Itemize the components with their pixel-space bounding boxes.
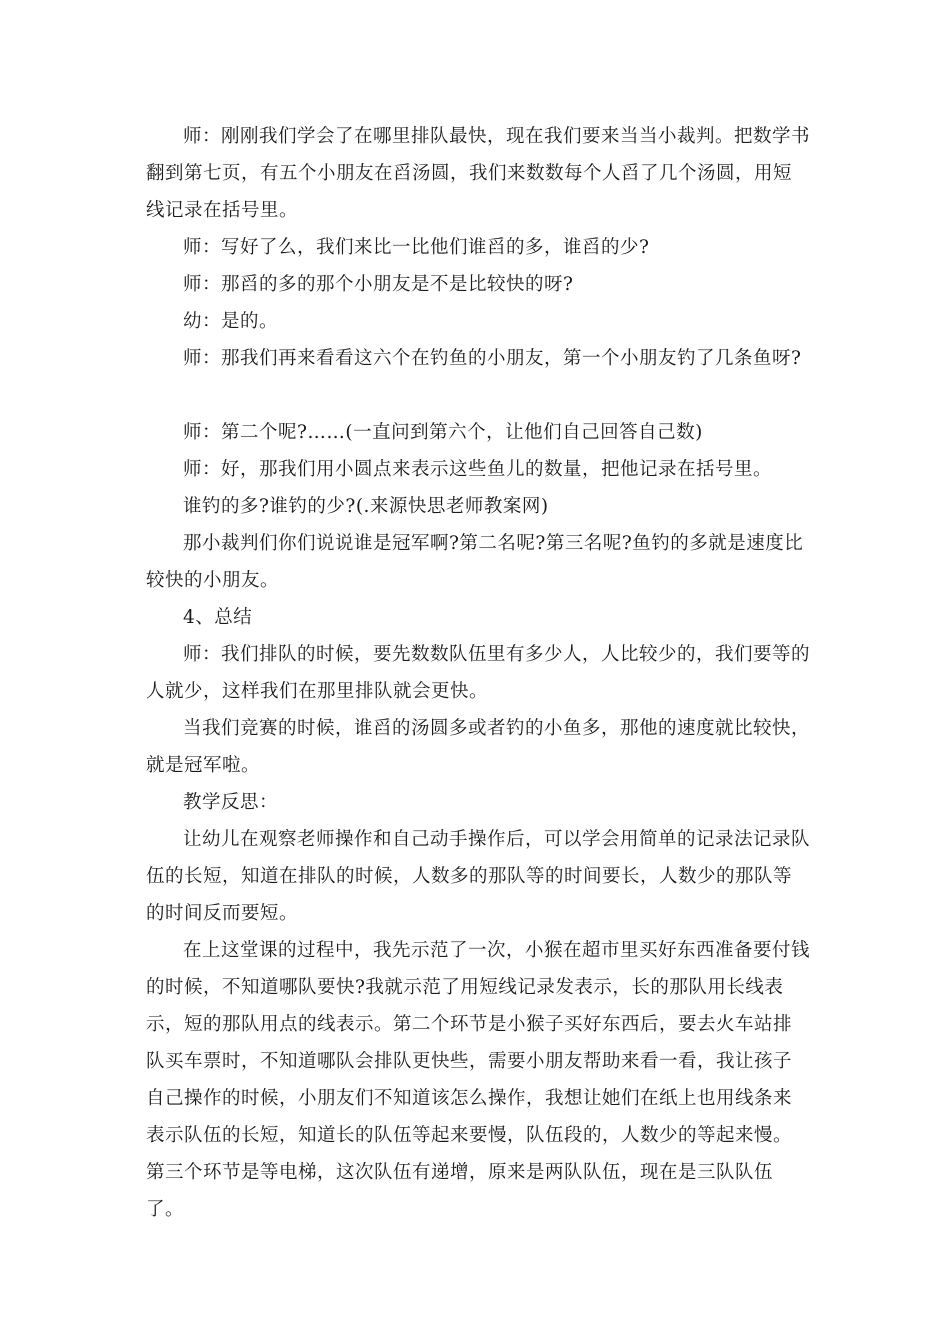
paragraph-question-fast: 师：那舀的多的那个小朋友是不是比较快的呀?: [183, 274, 574, 295]
paragraph-dots: 师：好，那我们用小圆点来表示这些鱼儿的数量，把他记录在括号里。: [183, 459, 773, 480]
paragraph-who-more: 谁钓的多?谁钓的少?(.来源快思老师教案网): [183, 496, 549, 517]
section-heading-reflection: 教学反思：: [183, 792, 279, 813]
paragraph-second: 师：第二个呢?……(一直问到第六个，让他们自己回答自己数): [183, 422, 703, 443]
blank-line: [146, 377, 810, 414]
paragraph-champion: 那小裁判们你们说说谁是冠军啊?第二名呢?第三名呢?鱼钓的多就是速度比较快的小朋友。: [146, 533, 804, 591]
paragraph-reflection-goal: 让幼儿在观察老师操作和自己动手操作后，可以学会用简单的记录法记录队伍的长短，知道在排队的时候，人数多的那队等的时间要长，人数少的那队等的时间反而要短。: [146, 829, 811, 924]
paragraph-summary-queue: 师：我们排队的时候，要先数数队伍里有多少人，人比较少的，我们要等的人就少，这样我们在那里排队就会更快。: [146, 644, 811, 702]
paragraph-reflection-process: 在上这堂课的过程中，我先示范了一次，小猴在超市里买好东西准备要付钱的时候，不知道哪队要快?我就示范了用短线记录发表示，长的那队用长线表示，短的那队用点的线表示。第二个环节是小猴子买好东西后，要去火车站排队买车票时，不知道哪队会排队更快些，需要小朋友帮助来看一看，我让孩子自己操作的时候，小朋友们不知道该怎么操作，我想让她们在纸上也用线条来表示队伍的长短，知道长的队伍等起来要慢，队伍段的，人数少的等起来慢。第三个环节是等电梯，这次队伍有递增，原来是两队队伍，现在是三队队伍了。: [146, 940, 811, 1220]
document-body: [146, 118, 810, 1228]
paragraph-fishing: 师：那我们再来看看这六个在钓鱼的小朋友，第一个小朋友钓了几条鱼呀?: [183, 348, 802, 369]
section-heading-summary: 4、总结: [183, 607, 253, 628]
paragraph-intro: 师：刚刚我们学会了在哪里排队最快，现在我们要来当当小裁判。把数学书翻到第七页，有五个小朋友在舀汤圆，我们来数数每个人舀了几个汤圆，用短线记录在括号里。: [146, 126, 811, 221]
paragraph-summary-race: 当我们竞赛的时候，谁舀的汤圆多或者钓的小鱼多，那他的速度就比较快，就是冠军啦。: [146, 718, 811, 776]
paragraph-compare: 师：写好了么，我们来比一比他们谁舀的多，谁舀的少?: [183, 237, 650, 258]
paragraph-answer-yes: 幼：是的。: [183, 311, 279, 332]
